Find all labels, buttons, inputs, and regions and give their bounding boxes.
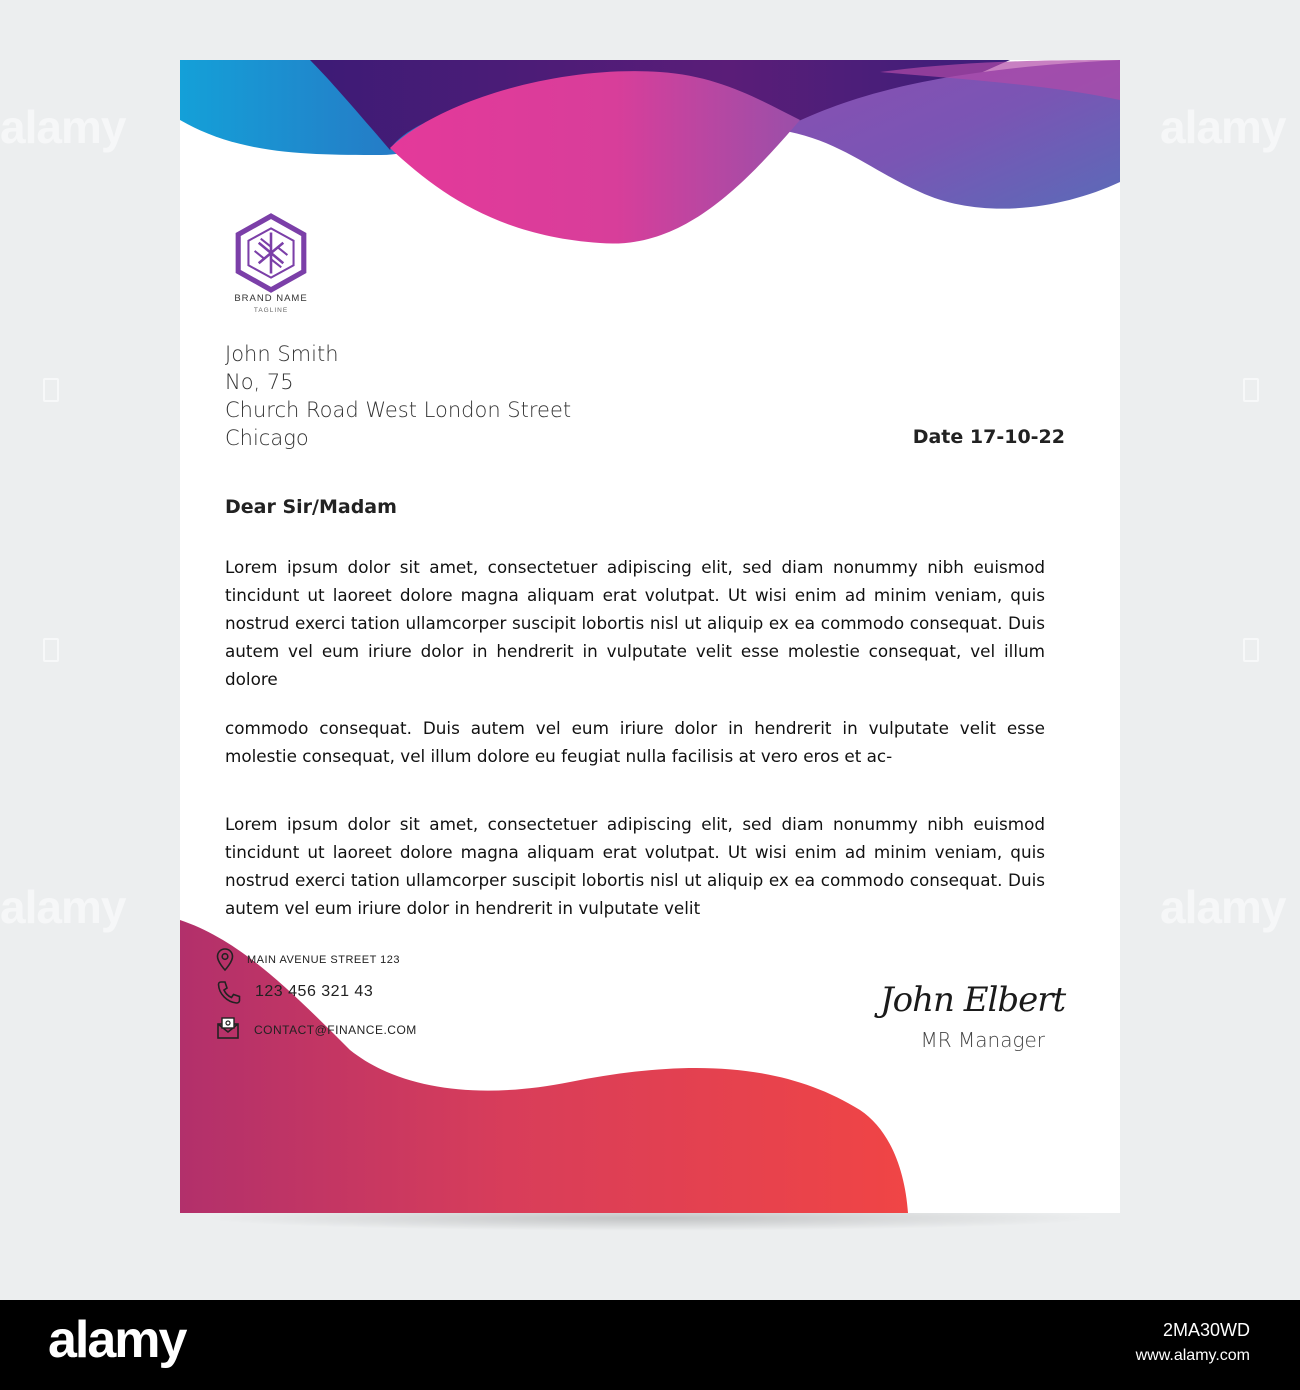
watermark-icon — [1243, 638, 1259, 662]
watermark-right-top: alamy — [1160, 101, 1286, 153]
body-paragraph-3: Lorem ipsum dolor sit amet, consectetuer adipiscing elit, sed diam nonummy nibh euismod tincidunt ut laoreet dolore magna aliquam erat volutpat. Ut wisi enim ad minim veniam, quis nostrud exerci tation ullamcorper suscipit lobortis nisl ut aliquip ex ea commodo consequat. Duis autem vel eum iriure dolor in hendrerit in vulputate velit — [225, 814, 1045, 918]
phone-icon — [216, 980, 242, 1004]
contact-phone: 123 456 321 43 — [255, 983, 374, 1000]
watermark-icon — [43, 378, 59, 402]
brand-name: BRAND NAME — [234, 293, 308, 304]
recipient-name: John Smith — [225, 342, 339, 366]
location-pin-icon — [216, 948, 234, 972]
body-paragraph-1: Lorem ipsum dolor sit amet, consectetuer adipiscing elit, sed diam nonummy nibh euismod tincidunt ut laoreet dolore magna aliquam erat volutpat. Ut wisi enim ad minim veniam, quis nostrud exerci tation ullamcorper suscipit lobortis nisl ut aliquip ex ea commodo consequat. Duis autem vel eum iriure dolor in hendrerit in vulputate velit esse molestie consequat, vel illum dolore — [225, 557, 1045, 689]
contact-address: MAIN AVENUE STREET 123 — [247, 954, 401, 966]
signatory-role: MR Manager — [920, 1028, 1045, 1052]
footer-logo: alamy — [48, 1311, 186, 1369]
letter-date: Date 17-10-22 — [912, 426, 1065, 448]
recipient-address-line1: No, 75 — [225, 370, 294, 394]
recipient-address-line2: Church Road West London Street — [225, 398, 572, 422]
envelope-icon — [216, 1016, 240, 1040]
footer-bar — [0, 1300, 1300, 1390]
signature: John Elbert — [880, 980, 1066, 1020]
brand-tagline: TAGLINE — [253, 307, 289, 314]
letterhead-page — [180, 60, 1120, 1213]
footer-image-id: 2MA30WD — [1162, 1320, 1250, 1340]
hexagon-logo-icon — [230, 212, 312, 294]
watermark-left-bottom: alamy — [0, 881, 126, 933]
watermark-left-top: alamy — [0, 101, 126, 153]
footer-url[interactable]: www.alamy.com — [1135, 1347, 1250, 1364]
watermark-right-bottom: alamy — [1160, 881, 1286, 933]
watermark-icon — [43, 638, 59, 662]
recipient-city: Chicago — [225, 426, 309, 450]
watermark-icon — [1243, 378, 1259, 402]
salutation: Dear Sir/Madam — [225, 496, 397, 518]
contact-email: CONTACT@FINANCE.COM — [254, 1023, 417, 1037]
body-paragraph-2: commodo consequat. Duis autem vel eum iriure dolor in hendrerit in vulputate velit esse molestie consequat, vel illum dolore eu feugiat nulla facilisis at vero eros et ac- — [225, 718, 1045, 766]
